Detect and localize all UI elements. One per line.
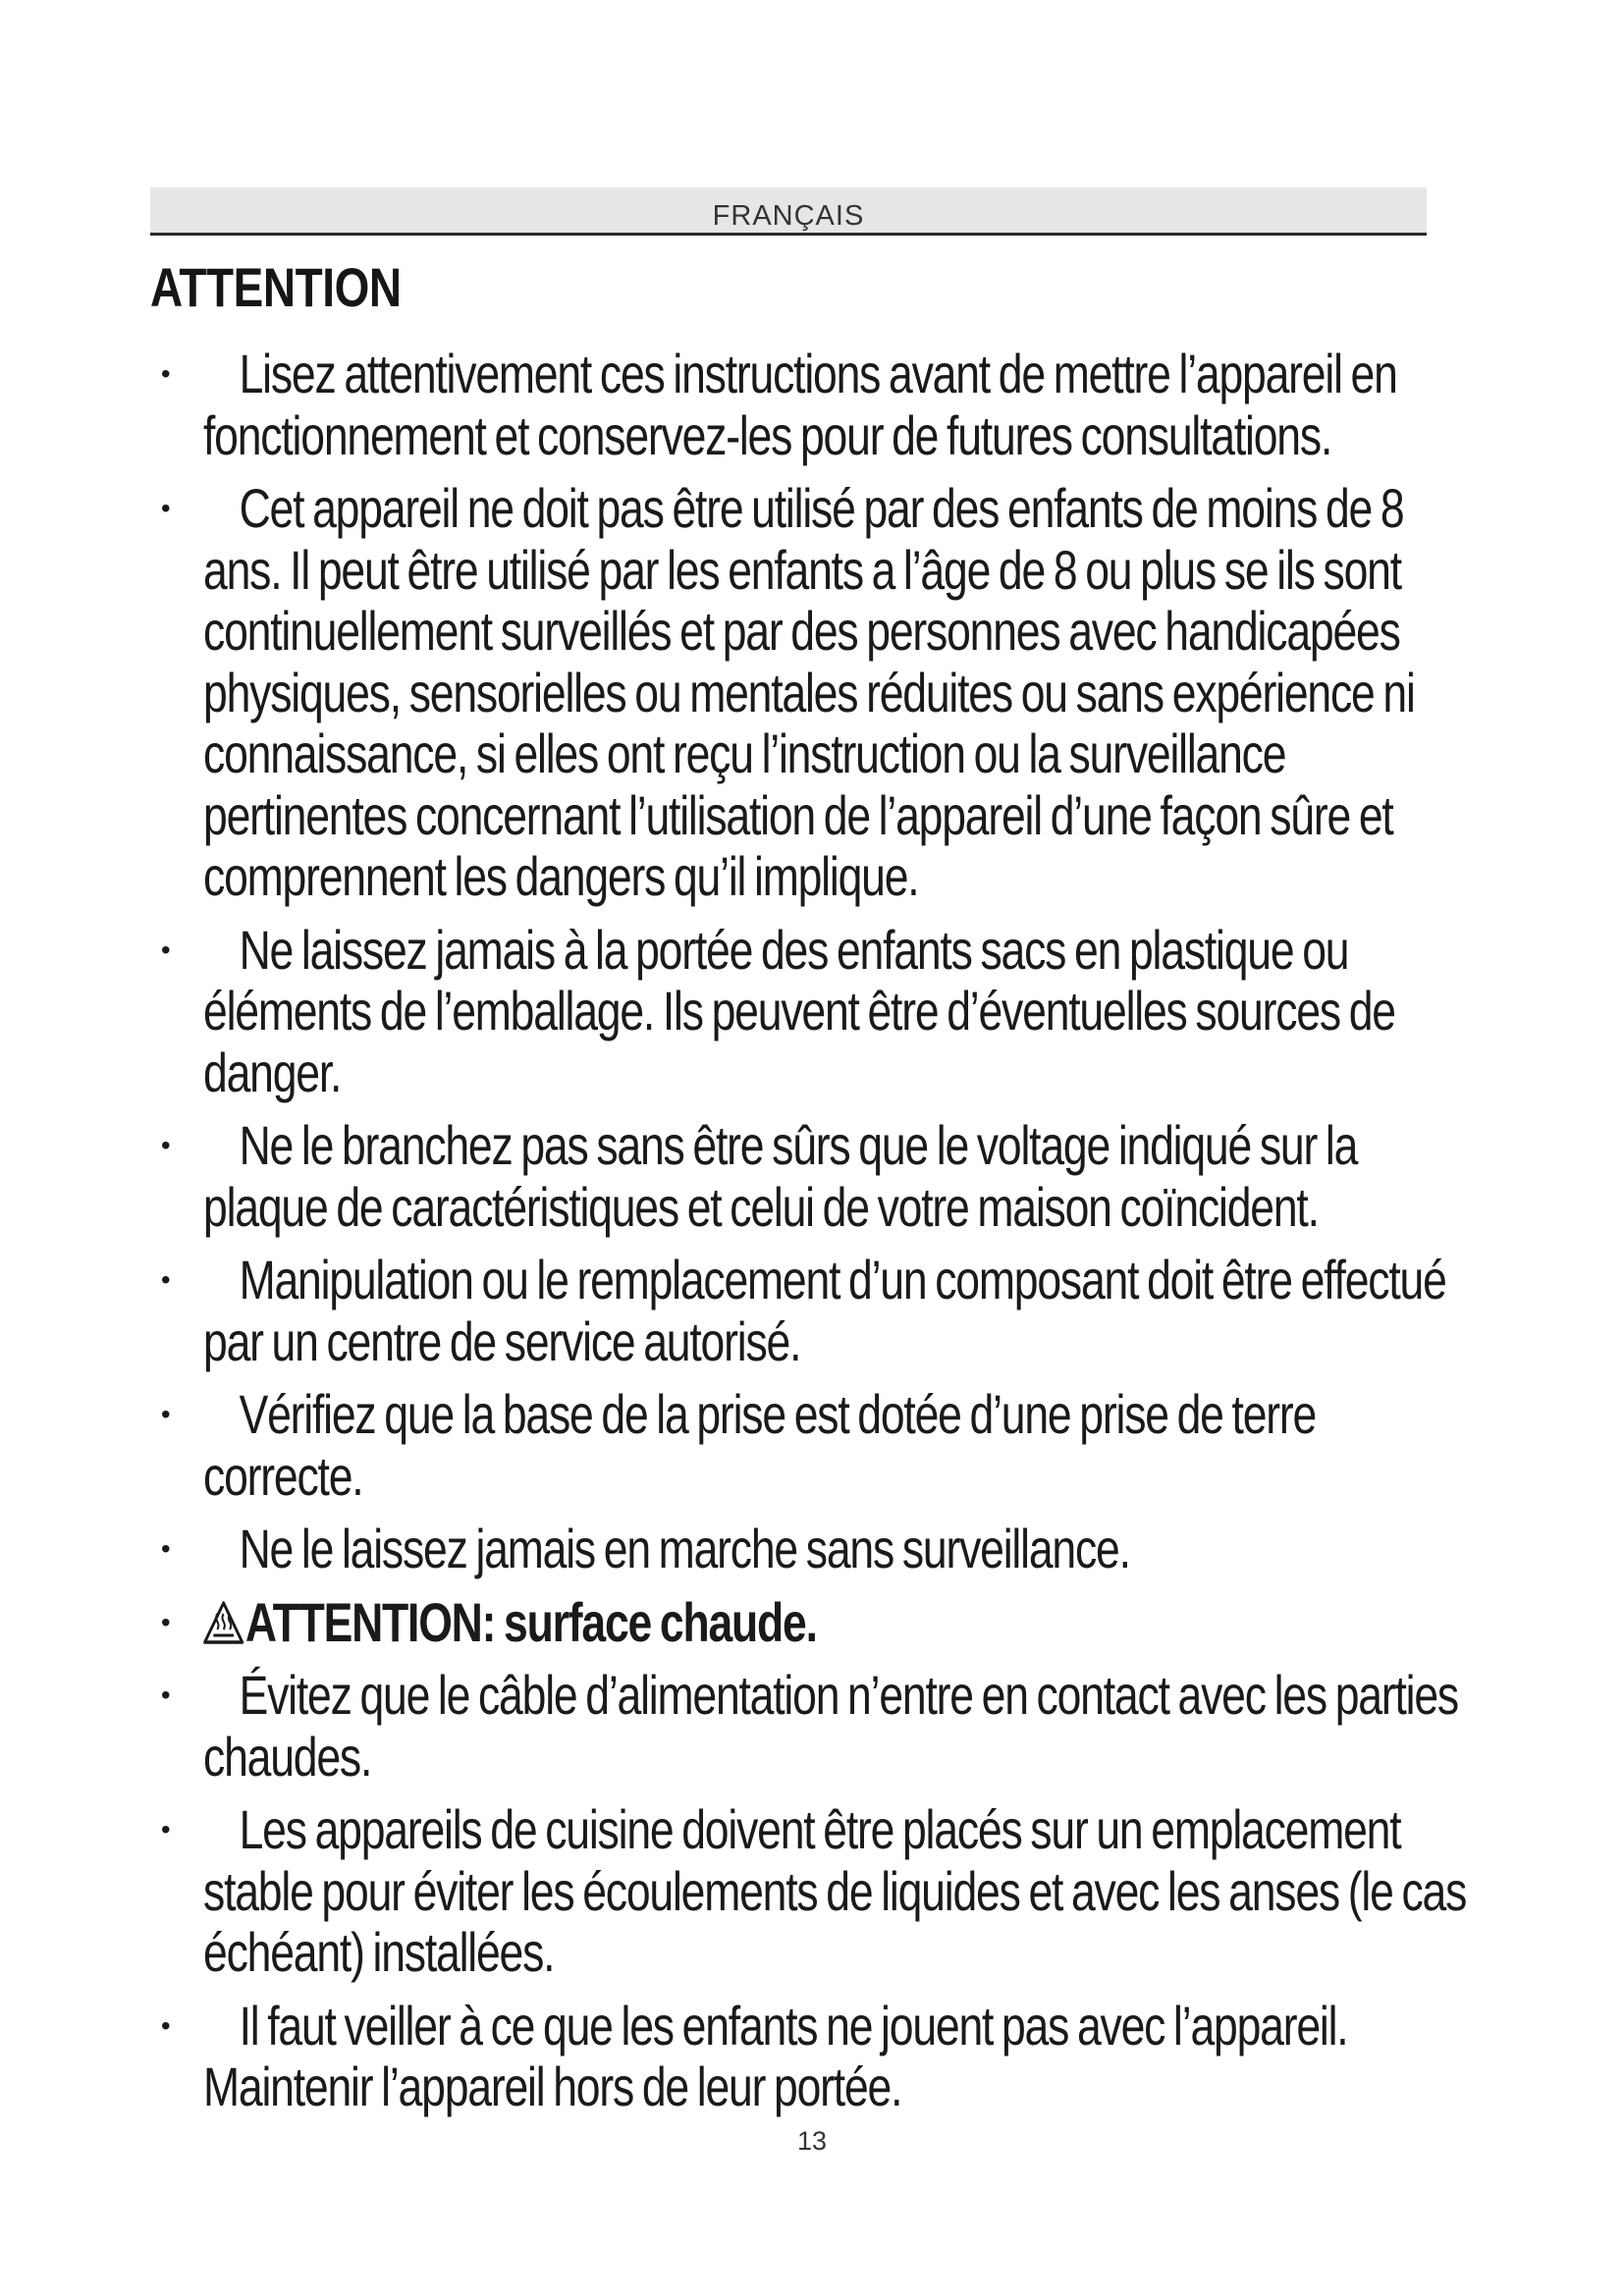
list-item-text: Manipulation ou le remplacement d’un composant doit être effectué par un centre de service autorisé. <box>203 1249 1446 1372</box>
list-item <box>150 1665 1554 1788</box>
hot-surface-warning-text: ATTENTION: surface chaude. <box>244 1590 817 1653</box>
bullet-icon: • <box>160 358 170 389</box>
warning-line <box>203 1592 1468 1654</box>
list-item-text: Les appareils de cuisine doivent être placés sur un emplacement stable pour éviter les écoulements de liquides et avec les anses (le cas échéant) installées. <box>203 1798 1467 1983</box>
bullet-icon: • <box>160 1533 170 1564</box>
list-item-text: Ne le laissez jamais en marche sans surveillance. <box>239 1518 1130 1579</box>
hot-surface-warning-icon <box>203 1600 244 1645</box>
list-item-text: Ne laissez jamais à la portée des enfants sacs en plastique ou éléments de l’emballage. Ils peuvent être d’éventuelles sources de danger. <box>203 918 1395 1103</box>
bullet-icon: • <box>160 493 170 523</box>
page-number: 13 <box>796 2126 828 2156</box>
language-header-bar <box>150 187 1427 236</box>
list-item <box>150 1519 1554 1580</box>
language-label: FRANÇAIS <box>712 200 865 232</box>
list-item-text: Lisez attentivement ces instructions avant de mettre l’appareil en fonctionnement et conservez-les pour de futures consultations. <box>203 343 1397 466</box>
safety-instructions-list <box>150 344 1554 2130</box>
bullet-icon: • <box>160 2009 170 2041</box>
list-item <box>150 1384 1554 1507</box>
list-item <box>150 478 1554 908</box>
bullet-icon: • <box>160 1814 170 1844</box>
hot-surface-warning-item <box>150 1592 1554 1654</box>
bullet-icon: • <box>160 1399 170 1429</box>
list-item <box>150 1996 1554 2118</box>
list-item-text: Vérifiez que la base de la prise est dotée d’une prise de terre correcte. <box>203 1383 1317 1507</box>
bullet-icon: • <box>160 1264 170 1295</box>
list-item-text: Évitez que le câble d’alimentation n’entre en contact avec les parties chaudes. <box>203 1664 1458 1788</box>
bullet-icon: • <box>160 1606 170 1637</box>
list-item <box>150 1115 1554 1238</box>
list-item <box>150 344 1554 466</box>
list-item <box>150 1250 1554 1372</box>
bullet-icon: • <box>160 1680 170 1710</box>
section-heading: ATTENTION <box>150 256 402 318</box>
bullet-icon: • <box>160 1130 170 1160</box>
list-item-text: Ne le branchez pas sans être sûrs que le voltage indiqué sur la plaque de caractéristiques et celui de votre maison coïncident. <box>203 1114 1358 1238</box>
bullet-icon: • <box>160 934 170 965</box>
list-item <box>150 920 1554 1104</box>
list-item-text: Cet appareil ne doit pas être utilisé par des enfants de moins de 8 ans. Il peut être utilisé par les enfants a l’âge de 8 ou plus se ils sont continuellement surveillés et par des personnes avec handicapées physiques, sensorielles ou mentales réduites ou sans expérience ni connaissance, si elles ont reçu l’instruction ou la surveillance pertinentes concernant l’utilisation de l’appareil d’une façon sûre et comprennent les dangers qu’il implique. <box>203 477 1415 907</box>
list-item-text: Il faut veiller à ce que les enfants ne jouent pas avec l’appareil. Maintenir l’appareil hors de leur portée. <box>203 1994 1348 2117</box>
list-item <box>150 1799 1554 1984</box>
